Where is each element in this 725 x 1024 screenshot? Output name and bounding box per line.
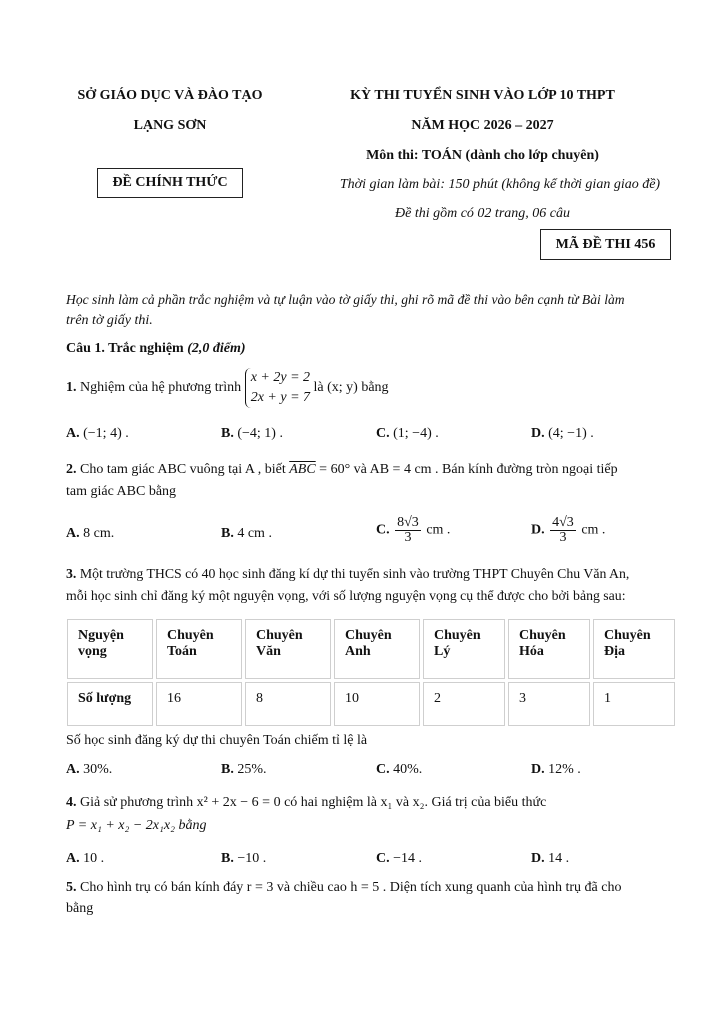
equation-2: 2x + y = 7	[250, 390, 311, 405]
option-d[interactable]	[531, 516, 605, 545]
option-text: 25%.	[237, 762, 267, 777]
header-line: vọng	[78, 644, 107, 659]
department-name: SỞ GIÁO DỤC VÀ ĐÀO TẠO	[77, 88, 263, 103]
question-number: 2.	[66, 462, 77, 477]
option-a[interactable]	[66, 526, 114, 542]
question-text: Cho tam giác ABC vuông tại A , biết	[80, 462, 286, 477]
option-text: 10 .	[83, 851, 105, 866]
option-text: 30%.	[83, 762, 113, 777]
option-label: C.	[376, 522, 390, 538]
option-label: D.	[531, 851, 545, 866]
fraction	[550, 516, 576, 545]
official-exam-badge: ĐỀ CHÍNH THỨC	[97, 168, 243, 198]
question-3-line-2: mỗi học sinh chỉ đăng ký một nguyện vọng, với số lượng nguyện vọng cụ thể được cho bởi bảng sau:	[66, 588, 626, 603]
header-line: Chuyên	[167, 628, 214, 643]
question-number: 3.	[66, 566, 77, 581]
option-label: D.	[531, 762, 545, 777]
table-cell: 10	[334, 682, 420, 726]
option-text: −14 .	[393, 851, 423, 866]
table-cell: 2	[423, 682, 505, 726]
section-points: (2,0 điểm)	[187, 341, 246, 356]
table-header-cell	[156, 619, 242, 679]
fraction-numerator: 4√3	[552, 515, 574, 530]
table-row	[67, 682, 675, 726]
header-line: Hóa	[519, 644, 544, 659]
header-line: Nguyện	[78, 628, 124, 643]
option-text: 8 cm.	[83, 526, 115, 541]
header-line: Chuyên	[434, 628, 481, 643]
option-text: (−4; 1) .	[237, 426, 283, 441]
option-b[interactable]	[221, 762, 267, 778]
option-text: 4 cm .	[237, 526, 272, 541]
option-unit: cm .	[426, 522, 451, 538]
option-a[interactable]	[66, 851, 104, 867]
header-line: Toán	[167, 644, 197, 659]
pages-line: Đề thi gồm có 02 trang, 06 câu	[395, 206, 570, 221]
equation-1: x + 2y = 2	[250, 370, 311, 385]
option-text: 14 .	[548, 851, 570, 866]
option-d[interactable]	[531, 851, 569, 867]
table-cell: 1	[593, 682, 675, 726]
question-4-line-2: P = x₁ + x₂ − 2x₁x₂ bằng	[66, 818, 207, 833]
option-b[interactable]	[221, 851, 266, 867]
table-header-cell	[423, 619, 505, 679]
q4-options	[66, 851, 666, 871]
question-text: Nghiệm của hệ phương trình	[80, 380, 242, 396]
option-d[interactable]	[531, 426, 594, 442]
option-label: D.	[531, 426, 545, 441]
table-header-cell	[67, 619, 153, 679]
option-label: A.	[66, 851, 80, 866]
question-text: Một trường THCS có 40 học sinh đăng kí dự thi tuyển sinh vào trường THPT Chuyên Chu Văn An,	[79, 566, 630, 581]
option-label: A.	[66, 762, 80, 777]
option-text: 12% .	[548, 762, 581, 777]
section-label: Câu 1. Trắc nghiệm	[66, 341, 184, 356]
option-label: D.	[531, 522, 545, 538]
fraction-denominator: 3	[559, 530, 567, 545]
q3-options	[66, 762, 666, 782]
option-c[interactable]	[376, 851, 422, 867]
option-text: (−1; 4) .	[83, 426, 129, 441]
table-header-cell	[593, 619, 675, 679]
table-header-cell	[508, 619, 590, 679]
header-line: Chuyên	[604, 628, 651, 643]
option-b[interactable]	[221, 526, 272, 542]
option-text: 40%.	[393, 762, 423, 777]
option-label: B.	[221, 762, 234, 777]
header-line: Địa	[604, 644, 625, 659]
registration-table	[64, 616, 678, 729]
header-line: Anh	[345, 644, 371, 659]
exam-title: KỲ THI TUYỂN SINH VÀO LỚP 10 THPT	[350, 88, 615, 103]
table-header-cell	[334, 619, 420, 679]
q2-options	[66, 516, 666, 556]
time-line: Thời gian làm bài: 150 phút (không kể thời gian giao đề)	[339, 177, 661, 192]
fraction-denominator: 3	[404, 530, 412, 545]
question-3-line-1	[66, 566, 666, 582]
table-cell: 3	[508, 682, 590, 726]
row-label: Số lượng	[67, 682, 153, 726]
question-number: 4.	[66, 795, 77, 810]
instruction-line-2: trên tờ giấy thi.	[66, 313, 153, 328]
section-title	[66, 341, 246, 357]
option-unit: cm .	[581, 522, 606, 538]
option-label: C.	[376, 762, 390, 777]
equation-system	[245, 368, 310, 408]
option-text: −10 .	[237, 851, 267, 866]
option-text: (1; −4) .	[393, 426, 439, 441]
header-line: Chuyên	[256, 628, 303, 643]
fraction-numerator: 8√3	[397, 515, 419, 530]
option-label: B.	[221, 426, 234, 441]
question-number: 1.	[66, 380, 77, 396]
header-line: Chuyên	[519, 628, 566, 643]
option-c[interactable]	[376, 426, 439, 442]
question-1	[66, 368, 389, 408]
question-3-prompt: Số học sinh đăng ký dự thi chuyên Toán chiếm tỉ lệ là	[66, 733, 368, 748]
q1-options	[66, 426, 666, 446]
question-text-cont: = 60° và AB = 4 cm . Bán kính đường tròn ngoại tiếp	[319, 462, 618, 477]
question-number: 5.	[66, 880, 77, 895]
header-line: Lý	[434, 644, 451, 659]
option-label: C.	[376, 426, 390, 441]
option-label: C.	[376, 851, 390, 866]
question-tail: là (x; y) bằng	[313, 380, 389, 396]
option-b[interactable]	[221, 426, 283, 442]
option-label: B.	[221, 526, 234, 541]
option-label: A.	[66, 526, 80, 541]
option-label: B.	[221, 851, 234, 866]
question-text: Cho hình trụ có bán kính đáy r = 3 và chiều cao h = 5 . Diện tích xung quanh của hình trụ đã cho	[80, 880, 622, 895]
question-2-line-1	[66, 462, 666, 478]
option-label: A.	[66, 426, 80, 441]
table-header-cell	[245, 619, 331, 679]
subject-line: Môn thi: TOÁN (dành cho lớp chuyên)	[366, 148, 599, 163]
option-text: (4; −1) .	[548, 426, 594, 441]
header-line: Văn	[256, 644, 281, 659]
exam-code-box: MÃ ĐỀ THI 456	[540, 229, 671, 260]
question-text: Giả sử phương trình x² + 2x − 6 = 0 có hai nghiệm là x₁ và x₂. Giá trị của biểu thức	[80, 795, 547, 810]
option-c[interactable]	[376, 516, 450, 545]
question-4-line-1	[66, 795, 666, 811]
table-header-row	[67, 619, 675, 679]
question-5-line-1	[66, 880, 666, 896]
header-line: Chuyên	[345, 628, 392, 643]
option-a[interactable]	[66, 426, 129, 442]
question-5-line-2: bằng	[66, 901, 94, 916]
angle-notation: $\overline{ABC}$	[289, 462, 316, 477]
option-a[interactable]	[66, 762, 112, 778]
question-2-line-2: tam giác ABC bằng	[66, 484, 177, 499]
school-year: NĂM HỌC 2026 – 2027	[411, 118, 554, 133]
table-cell: 8	[245, 682, 331, 726]
option-d[interactable]	[531, 762, 581, 778]
option-c[interactable]	[376, 762, 422, 778]
instruction-line-1: Học sinh làm cả phần trắc nghiệm và tự luận vào tờ giấy thi, ghi rõ mã đề thi vào bên cạnh từ Bài làm	[66, 292, 625, 307]
table-cell: 16	[156, 682, 242, 726]
fraction	[395, 516, 421, 545]
province-name: LẠNG SƠN	[133, 118, 207, 133]
